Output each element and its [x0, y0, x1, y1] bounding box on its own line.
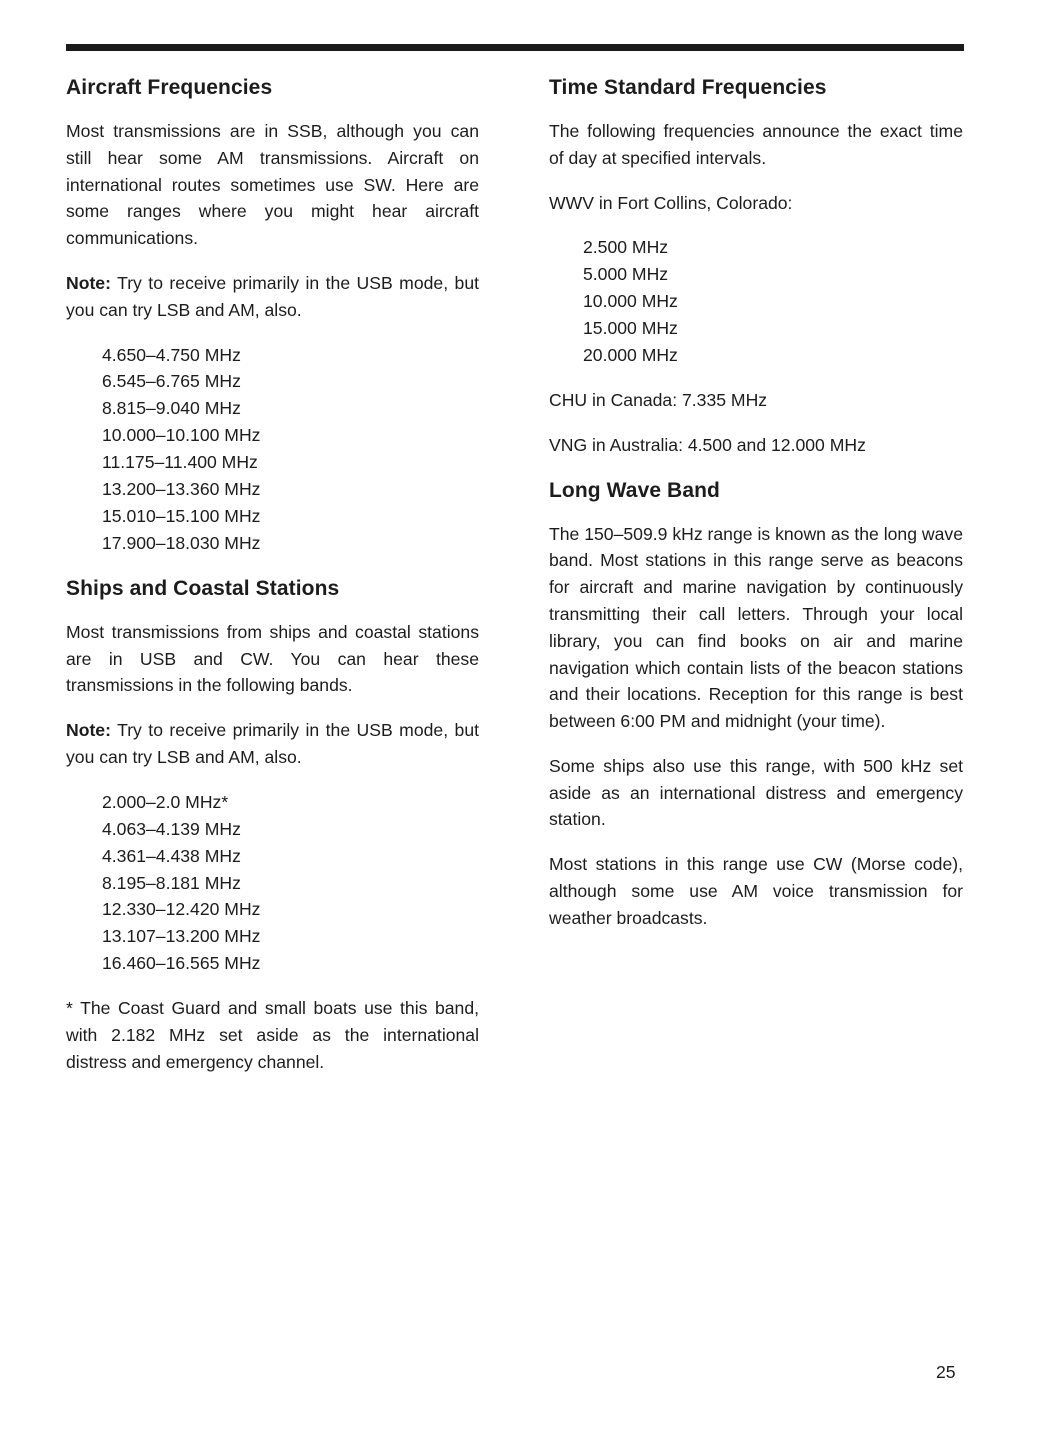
right-column [549, 74, 963, 950]
note-text: Try to receive primarily in the USB mode, but you can try LSB and AM, also. [66, 720, 479, 768]
frequency-item: 12.330–12.420 MHz [102, 899, 261, 920]
time-standard-heading: Time Standard Frequencies [549, 76, 827, 99]
frequency-item: 10.000 MHz [583, 291, 678, 312]
frequency-item: 11.175–11.400 MHz [102, 452, 258, 473]
frequency-item: 4.063–4.139 MHz [102, 818, 241, 839]
aircraft-note [66, 270, 479, 324]
ships-footnote: * The Coast Guard and small boats use this band, with 2.182 MHz set aside as the international distress and emergency channel. [66, 998, 479, 1072]
aircraft-intro: Most transmissions are in SSB, although you can still hear some AM transmissions. Aircraft on international routes sometimes use SW. Here are some ranges where you might hear aircraft communications. [66, 121, 479, 249]
long-wave-paragraph: Most stations in this range use CW (Morse code), although some use AM voice transmission for weather broadcasts. [549, 854, 963, 928]
page-number: 25 [936, 1362, 956, 1382]
time-standard-section [549, 74, 963, 459]
ships-note [66, 717, 479, 771]
aircraft-heading: Aircraft Frequencies [66, 76, 273, 99]
ships-section [66, 575, 479, 1076]
ships-heading: Ships and Coastal Stations [66, 576, 340, 600]
ships-intro: Most transmissions from ships and coastal stations are in USB and CW. You can hear these transmissions in the following bands. [66, 621, 479, 696]
frequency-item: 8.815–9.040 MHz [102, 398, 241, 419]
frequency-item: 2.000–2.0 MHz* [102, 791, 229, 812]
frequency-item: 13.200–13.360 MHz [102, 479, 261, 500]
wwv-label: WWV in Fort Collins, Colorado: [549, 192, 793, 213]
long-wave-heading: Long Wave Band [549, 478, 720, 502]
frequency-item: 5.000 MHz [583, 264, 669, 285]
vng-line: VNG in Australia: 4.500 and 12.000 MHz [549, 434, 866, 455]
chu-line: CHU in Canada: 7.335 MHz [549, 389, 768, 410]
frequency-item: 4.650–4.750 MHz [102, 344, 241, 365]
long-wave-paragraph: Some ships also use this range, with 500 kHz set aside as an international distress and emergency station. [549, 755, 963, 830]
frequency-item: 2.500 MHz [583, 237, 669, 258]
frequency-item: 6.545–6.765 MHz [102, 371, 241, 392]
left-column [66, 74, 479, 1094]
frequency-item: 13.107–13.200 MHz [102, 926, 261, 947]
note-label: Note: [66, 720, 111, 741]
frequency-item: 10.000–10.100 MHz [102, 425, 261, 446]
frequency-item: 4.361–4.438 MHz [102, 845, 241, 866]
frequency-item: 15.010–15.100 MHz [102, 506, 261, 527]
note-text: Try to receive primarily in the USB mode, but you can try LSB and AM, also. [66, 272, 479, 320]
frequency-item: 17.900–18.030 MHz [102, 532, 261, 553]
aircraft-section [66, 74, 479, 557]
long-wave-section [549, 477, 963, 932]
note-label: Note: [66, 272, 111, 293]
aircraft-frequency-list [66, 342, 479, 557]
header-rule [66, 44, 964, 51]
frequency-item: 16.460–16.565 MHz [102, 953, 261, 974]
frequency-item: 8.195–8.181 MHz [102, 872, 241, 893]
ships-frequency-list [66, 789, 479, 977]
time-standard-intro: The following frequencies announce the exact time of day at specified intervals. [549, 121, 963, 168]
long-wave-paragraph: The 150–509.9 kHz range is known as the long wave band. Most stations in this range serve as beacons for aircraft and marine navigation by continuously transmitting their call letters. Through your local library, you can find books on air and marine navigation which contain lists of the beacon stations and their locations. Reception for this range is best between 6:00 PM and midnight (your time). [549, 523, 963, 732]
frequency-item: 20.000 MHz [583, 345, 678, 366]
frequency-item: 15.000 MHz [583, 318, 678, 339]
wwv-frequency-list [549, 234, 963, 369]
